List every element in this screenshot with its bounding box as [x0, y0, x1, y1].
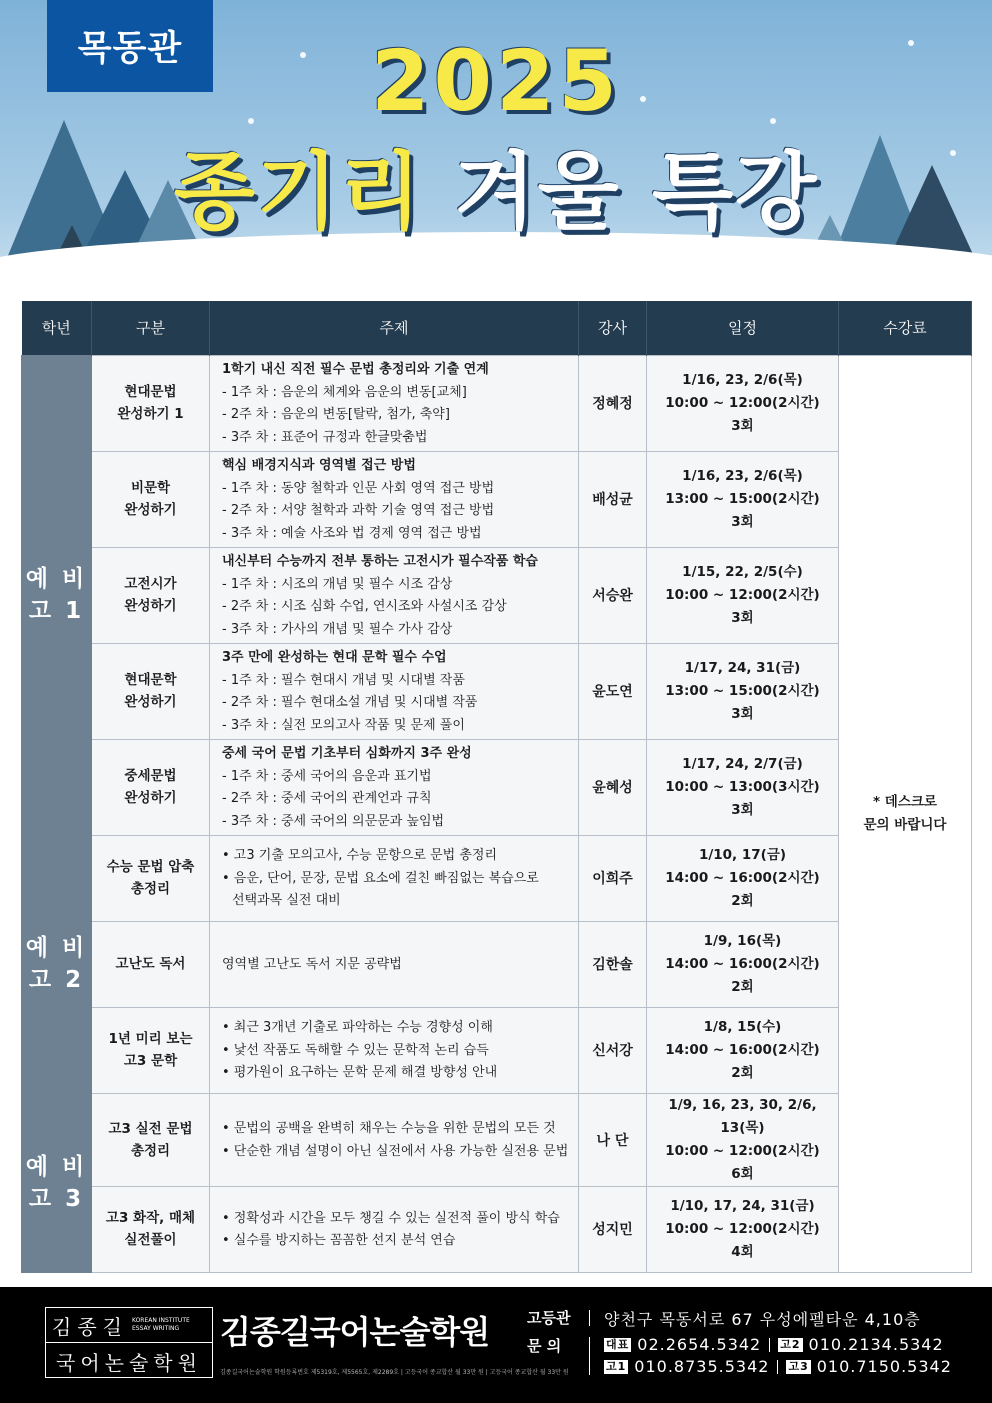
category-label: 고전시가	[124, 576, 177, 592]
topic-cell	[210, 1093, 579, 1186]
logo-name: 김종길	[52, 1314, 128, 1339]
topic-line: - 1주 차 : 음운의 체계와 음운의 변동[교체]	[222, 384, 467, 400]
logo-english-line: KOREAN INSTITUTE	[131, 1317, 190, 1324]
topic-line: - 2주 차 : 시조 심화 수업, 연시조와 사설시조 감상	[222, 599, 507, 614]
grade-cell	[22, 355, 92, 835]
table-row	[22, 355, 972, 451]
session-count: 4회	[731, 1243, 754, 1260]
category-cell	[92, 643, 210, 739]
category-label: 1년 미리 보는	[108, 1031, 193, 1047]
topic-cell	[210, 739, 579, 835]
address-label: 고등관	[527, 1309, 571, 1327]
category-cell	[92, 1007, 210, 1093]
category-label: 총정리	[130, 1142, 171, 1159]
fee-note: 문의 바랍니다	[863, 816, 947, 833]
topic-line: - 3주 차 : 가사의 개념 및 필수 가사 감상	[222, 621, 453, 637]
topic-heading: 3주 만에 완성하는 현대 문학 필수 수업	[222, 650, 447, 665]
grade-label: 고 2	[28, 967, 85, 993]
date-line: 1/16, 23, 2/6(목)	[682, 467, 803, 484]
header-banner	[0, 0, 992, 300]
table-row	[22, 1186, 972, 1272]
column-header: 주제	[210, 301, 579, 355]
teacher-cell: 나 단	[579, 1093, 647, 1186]
title-highlight: 종기리	[173, 143, 424, 241]
topic-line: - 2주 차 : 필수 현대소설 개념 및 시대별 작품	[222, 695, 478, 710]
date-line: 1/16, 23, 2/6(목)	[682, 371, 803, 388]
teacher-cell: 이희주	[579, 835, 647, 921]
date-line: 1/9, 16, 23, 30, 2/6, 13(목)	[668, 1096, 817, 1136]
table-row	[22, 547, 972, 643]
topic-cell	[210, 643, 579, 739]
topic-heading: 중세 국어 문법 기초부터 심화까지 3주 완성	[222, 746, 472, 761]
date-line: 1/17, 24, 31(금)	[684, 659, 801, 676]
divider	[589, 1310, 590, 1326]
page-title	[0, 125, 992, 246]
logo-top-row	[46, 1308, 212, 1343]
topic-line: • 평가원이 요구하는 문학 문제 해결 방향성 안내	[222, 1065, 498, 1081]
category-label: 현대문학	[124, 672, 177, 688]
topic-cell	[210, 355, 579, 451]
phone-tag: 고2	[780, 1338, 801, 1351]
table-row	[22, 835, 972, 921]
topic-line: - 3주 차 : 예술 사조와 법 경제 영역 접근 방법	[222, 525, 482, 541]
teacher-cell: 서승완	[579, 547, 647, 643]
topic-line: - 1주 차 : 중세 국어의 음운과 표기법	[222, 768, 432, 784]
schedule-cell	[647, 1093, 839, 1186]
category-label: 실전풀이	[124, 1232, 177, 1248]
topic-cell	[210, 835, 579, 921]
teacher-cell: 윤도연	[579, 643, 647, 739]
academy-name: 김종길국어논술학원	[220, 1313, 490, 1351]
category-label: 완성하기	[124, 598, 177, 614]
table-header-row	[22, 301, 972, 355]
category-cell	[92, 739, 210, 835]
category-cell	[92, 547, 210, 643]
grade-label: 예 비	[25, 935, 88, 961]
time-line: 10:00 ~ 12:00(2시간)	[665, 586, 820, 603]
category-label: 현대문법	[124, 384, 177, 400]
column-header: 수강료	[839, 301, 972, 355]
session-count: 3회	[731, 609, 754, 626]
topic-heading: 내신부터 수능까지 전부 통하는 고전시가 필수작품 학습	[222, 554, 538, 569]
topic-line: - 1주 차 : 동양 철학과 인문 사회 영역 접근 방법	[222, 480, 495, 496]
divider	[769, 1338, 770, 1352]
category-label: 수능 문법 압축	[106, 859, 195, 875]
category-label: 고3 화작, 매체	[105, 1210, 196, 1226]
topic-line: • 최근 3개년 기출로 파악하는 수능 경향성 이해	[222, 1020, 493, 1036]
category-cell	[92, 451, 210, 547]
contact-label: 문 의	[527, 1337, 562, 1355]
teacher-cell: 배성균	[579, 451, 647, 547]
phone-number[interactable]: 010.8735.5342	[634, 1357, 770, 1376]
topic-line: • 음운, 단어, 문장, 문법 요소에 걸친 빠짐없는 복습으로	[222, 870, 539, 886]
teacher-cell: 정혜정	[579, 355, 647, 451]
session-count: 3회	[731, 417, 754, 434]
schedule-cell	[647, 739, 839, 835]
topic-line: - 2주 차 : 음운의 변동[탈락, 첨가, 축약]	[222, 407, 450, 422]
branch-badge: 목동관	[47, 0, 213, 92]
topic-line: - 2주 차 : 서양 철학과 과학 기술 영역 접근 방법	[222, 503, 495, 518]
session-count: 3회	[731, 801, 754, 818]
registration-info: 김종길국어논술학원 학원등록번호 제5319호, 제5565호, 제2289호 | 고등국어 종교합산 월 33만 원 | 고등국어 종교합산 월 33만 원	[220, 1369, 569, 1376]
topic-line: • 정확성과 시간을 모두 챙길 수 있는 실전적 풀이 방식 학습	[222, 1210, 560, 1226]
schedule-cell	[647, 643, 839, 739]
time-line: 13:00 ~ 15:00(2시간)	[665, 490, 820, 507]
topic-cell	[210, 1007, 579, 1093]
category-cell	[92, 1093, 210, 1186]
phone-tag: 고1	[606, 1360, 627, 1373]
title-rest: 겨울 특강	[423, 143, 819, 241]
phone-tag: 고3	[788, 1360, 809, 1373]
column-header: 학년	[22, 301, 92, 355]
topic-line: - 1주 차 : 시조의 개념 및 필수 시조 감상	[222, 576, 453, 592]
category-cell	[92, 355, 210, 451]
schedule-cell	[647, 1186, 839, 1272]
date-line: 1/17, 24, 2/7(금)	[682, 755, 803, 772]
time-line: 10:00 ~ 12:00(2시간)	[665, 394, 820, 411]
topic-line: • 낯선 작품도 독해할 수 있는 문학적 논리 습득	[222, 1042, 489, 1058]
column-header: 일정	[647, 301, 839, 355]
table-row	[22, 643, 972, 739]
category-label: 완성하기 1	[117, 406, 184, 422]
time-line: 14:00 ~ 16:00(2시간)	[665, 955, 820, 972]
category-label: 완성하기	[124, 502, 177, 518]
date-line: 1/15, 22, 2/5(수)	[682, 563, 803, 580]
grade-label: 예 비	[25, 1153, 88, 1180]
topic-line: - 3주 차 : 표준어 규정과 한글맞춤법	[222, 429, 428, 445]
schedule-cell	[647, 355, 839, 451]
teacher-cell: 김한솔	[579, 921, 647, 1007]
topic-line: • 고3 기출 모의고사, 수능 문항으로 문법 총정리	[222, 848, 498, 864]
table-row	[22, 451, 972, 547]
table-row	[22, 1093, 972, 1186]
schedule-cell	[647, 835, 839, 921]
schedule-cell	[647, 547, 839, 643]
session-count: 6회	[731, 1165, 754, 1182]
category-cell	[92, 835, 210, 921]
fee-cell	[839, 355, 972, 1272]
topic-cell	[210, 1186, 579, 1272]
topic-cell	[210, 451, 579, 547]
schedule-cell	[647, 1007, 839, 1093]
category-label: 완성하기	[124, 694, 177, 710]
topic-line: • 단순한 개념 설명이 아닌 실전에서 사용 가능한 실전용 문법	[222, 1143, 569, 1159]
topic-line: • 실수를 방지하는 꼼꼼한 선지 분석 연습	[222, 1233, 456, 1248]
date-line: 1/8, 15(수)	[703, 1018, 782, 1035]
topic-line: 영역별 고난도 독서 지문 공략법	[222, 956, 402, 972]
category-cell	[92, 921, 210, 1007]
phone-row	[604, 1357, 952, 1376]
title-year: 2025	[371, 32, 621, 130]
table-row	[22, 921, 972, 1007]
schedule-cell	[647, 921, 839, 1007]
topic-line: • 문법의 공백을 완벽히 채우는 수능을 위한 문법의 모든 것	[222, 1121, 556, 1136]
grade-label: 예 비	[25, 566, 88, 592]
logo-english	[132, 1317, 190, 1333]
logo-subtitle: 국어논술학원	[56, 1350, 202, 1375]
grade-label: 고 1	[28, 598, 85, 624]
time-line: 10:00 ~ 12:00(2시간)	[665, 1142, 820, 1159]
time-line: 10:00 ~ 13:00(3시간)	[665, 778, 820, 795]
divider	[589, 1337, 590, 1375]
session-count: 3회	[731, 513, 754, 530]
table-row	[22, 739, 972, 835]
phone-row	[604, 1335, 944, 1354]
footer	[0, 1287, 992, 1403]
category-label: 비문학	[130, 480, 171, 496]
schedule-table	[21, 301, 972, 1273]
topic-heading: 핵심 배경지식과 영역별 접근 방법	[222, 458, 416, 473]
address-text: 양천구 목동서로 67 우성에펠타운 4,10층	[604, 1310, 921, 1329]
session-count: 2회	[731, 978, 754, 995]
teacher-cell: 성지민	[579, 1186, 647, 1272]
phone-number[interactable]: 010.7150.5342	[816, 1357, 952, 1376]
academy-logo	[45, 1307, 213, 1378]
date-line: 1/10, 17(금)	[698, 846, 787, 863]
time-line: 14:00 ~ 16:00(2시간)	[665, 1041, 820, 1058]
grade-label: 고 3	[28, 1185, 85, 1212]
column-header: 구분	[92, 301, 210, 355]
time-line: 13:00 ~ 15:00(2시간)	[665, 682, 820, 699]
category-label: 고난도 독서	[115, 956, 186, 972]
date-line: 1/9, 16(목)	[703, 932, 782, 949]
session-count: 2회	[731, 892, 754, 909]
category-cell	[92, 1186, 210, 1272]
topic-cell	[210, 547, 579, 643]
category-label: 총정리	[130, 881, 171, 897]
schedule-cell	[647, 451, 839, 547]
phone-number[interactable]: 02.2654.5342	[637, 1335, 762, 1354]
topic-line: 선택과목 실전 대비	[232, 893, 341, 909]
topic-heading: 1학기 내신 직전 필수 문법 총정리와 기출 연계	[222, 362, 489, 377]
grade-cell	[22, 1093, 92, 1272]
time-line: 14:00 ~ 16:00(2시간)	[665, 869, 820, 886]
category-label: 중세문법	[124, 768, 177, 784]
topic-cell	[210, 921, 579, 1007]
topic-line: - 2주 차 : 중세 국어의 관계언과 규칙	[222, 791, 432, 806]
date-line: 1/10, 17, 24, 31(금)	[670, 1197, 815, 1214]
divider	[777, 1360, 778, 1374]
time-line: 10:00 ~ 12:00(2시간)	[665, 1220, 820, 1237]
fee-note: * 데스크로	[873, 793, 937, 810]
topic-line: - 1주 차 : 필수 현대시 개념 및 시대별 작품	[222, 672, 465, 688]
category-label: 고3 문학	[123, 1053, 178, 1069]
session-count: 3회	[731, 705, 754, 722]
category-label: 고3 실전 문법	[108, 1120, 193, 1137]
grade-cell	[22, 835, 92, 1093]
teacher-cell: 신서강	[579, 1007, 647, 1093]
teacher-cell: 윤혜성	[579, 739, 647, 835]
topic-line: - 3주 차 : 실전 모의고사 작품 및 문제 풀이	[222, 717, 465, 733]
logo-english-line: ESSAY WRITING	[131, 1325, 180, 1332]
session-count: 2회	[731, 1064, 754, 1081]
column-header: 강사	[579, 301, 647, 355]
phone-tag: 대표	[606, 1338, 630, 1351]
table-row	[22, 1007, 972, 1093]
category-label: 완성하기	[124, 790, 177, 806]
phone-number[interactable]: 010.2134.5342	[808, 1335, 944, 1354]
topic-line: - 3주 차 : 중세 국어의 의문문과 높임법	[222, 813, 445, 829]
